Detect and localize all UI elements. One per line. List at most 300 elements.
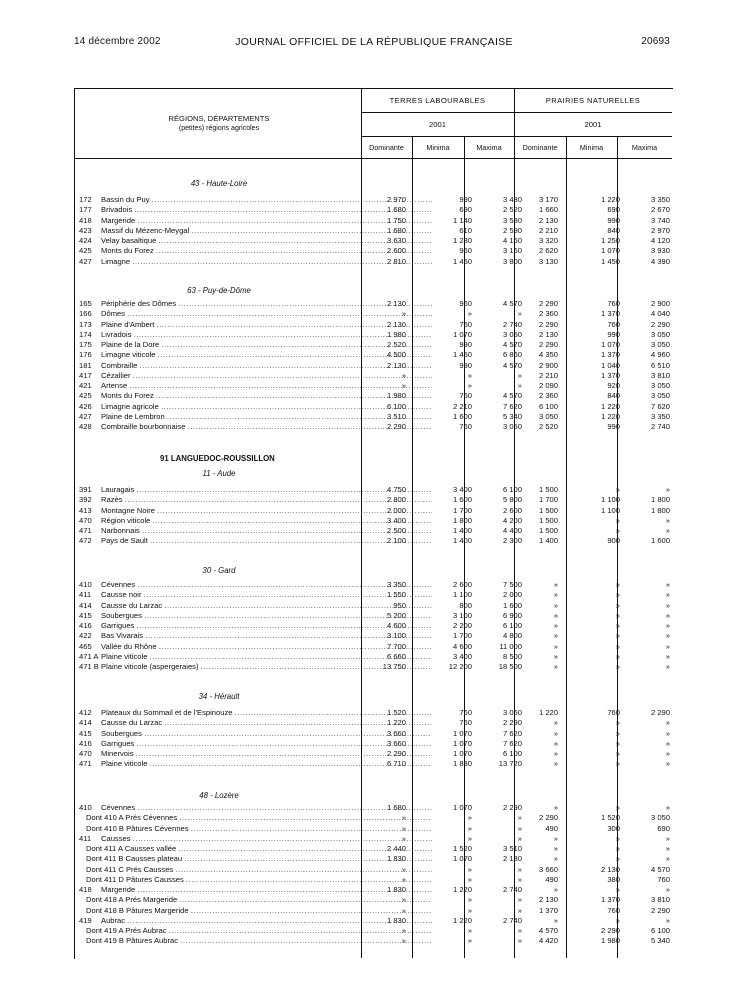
value-cell: 1 220 <box>600 401 620 411</box>
value-cell: » <box>615 610 620 620</box>
value-cell: 1 830 <box>386 915 406 925</box>
value-cell: 1 450 <box>452 256 472 266</box>
region-name: Région viticole ..... <box>101 516 432 526</box>
value-cell: 1 070 <box>452 329 472 339</box>
region-name: Plaine viticole ..... <box>101 759 432 769</box>
table-row <box>74 803 672 813</box>
value-cell: » <box>467 370 472 380</box>
region-name: Plaine viticole (aspergeraies) ..... <box>101 662 432 672</box>
region-name: Monts du Forez ..... <box>101 391 432 401</box>
region-name: Brivadois ..... <box>101 205 432 215</box>
value-cell: » <box>401 309 406 319</box>
value-cell: » <box>615 759 620 769</box>
table-row <box>74 412 672 422</box>
region-name: Causses ..... <box>101 834 432 844</box>
value-cell: » <box>615 844 620 853</box>
value-cell: 1 140 <box>452 215 472 225</box>
value-cell: 7 620 <box>502 738 522 748</box>
region-name: Plaine viticole ..... <box>101 652 432 662</box>
region-name: Dômes ..... <box>101 309 432 319</box>
region-code: 470 <box>79 515 92 525</box>
table-row <box>74 813 672 823</box>
value-cell: » <box>553 718 558 728</box>
value-cell: 6 100 <box>386 401 406 411</box>
table-row <box>74 844 672 854</box>
value-cell: 1 220 <box>600 411 620 421</box>
value-cell: 4 960 <box>650 350 670 360</box>
value-cell: 2 090 <box>538 381 558 390</box>
value-cell: 1 100 <box>600 505 620 515</box>
value-cell: 2 290 <box>600 926 620 935</box>
table-row <box>74 916 672 926</box>
table-row <box>74 590 672 600</box>
table-row <box>74 739 672 749</box>
value-cell: 1 220 <box>452 915 472 925</box>
region-name: Pays de Sault ..... <box>101 536 432 546</box>
value-cell: 4 570 <box>502 299 522 308</box>
table-row <box>74 422 672 432</box>
region-name: Plaine de la Dore ..... <box>101 340 432 350</box>
value-cell: 12 200 <box>448 662 472 671</box>
value-cell: 8 500 <box>502 651 522 661</box>
value-cell: 1 520 <box>600 813 620 823</box>
value-cell: 1 100 <box>452 590 472 600</box>
region-code: 416 <box>79 738 92 748</box>
region-code: 427 <box>79 411 92 421</box>
region-code: 411 <box>79 590 92 600</box>
value-cell: » <box>401 370 406 380</box>
region-name: Garrigues ..... <box>101 739 432 749</box>
value-cell: 3 810 <box>650 895 670 905</box>
value-cell: 3 930 <box>650 246 670 256</box>
value-cell: 6 510 <box>650 360 670 370</box>
table-row <box>74 885 672 895</box>
value-cell: 960 <box>459 246 472 256</box>
region-code: 415 <box>79 728 92 738</box>
table-row <box>74 718 672 728</box>
year-terres: 2001 <box>429 120 446 129</box>
value-cell: 2 210 <box>538 370 558 380</box>
value-cell: » <box>517 905 522 915</box>
value-cell: 3 050 <box>650 813 670 823</box>
value-cell: 4 390 <box>650 256 670 266</box>
value-cell: 960 <box>459 299 472 308</box>
value-cell: » <box>665 854 670 864</box>
row-header-line: RÉGIONS, DÉPARTEMENTS <box>168 114 270 123</box>
value-cell: » <box>553 610 558 620</box>
value-cell: 760 <box>459 319 472 329</box>
department-heading: 43 - Haute-Loire <box>190 179 248 188</box>
table-row <box>74 611 672 621</box>
value-cell: 950 <box>393 600 406 610</box>
value-cell: 3 100 <box>386 631 406 641</box>
region-code: 414 <box>79 600 92 610</box>
value-cell: » <box>553 651 558 661</box>
value-cell: 13 750 <box>382 662 406 671</box>
region-name: Limagne viticole ..... <box>101 350 432 360</box>
region-code: 465 <box>79 641 92 651</box>
value-cell: » <box>665 485 670 494</box>
value-cell: 1 830 <box>452 759 472 769</box>
value-cell: » <box>665 662 670 671</box>
value-cell: 3 100 <box>452 610 472 620</box>
region-code: 414 <box>79 718 92 728</box>
table-row <box>74 226 672 236</box>
value-cell: » <box>665 641 670 651</box>
col-header-dominante: Dominante <box>369 143 404 152</box>
value-cell: 1 500 <box>538 485 558 494</box>
region-code: 418 <box>79 885 92 894</box>
value-cell: » <box>615 621 620 630</box>
value-cell: 840 <box>607 225 620 235</box>
table-row <box>74 216 672 226</box>
value-cell: 1 800 <box>650 495 670 505</box>
value-cell: » <box>615 803 620 812</box>
value-cell: » <box>615 631 620 641</box>
value-cell: 3 400 <box>452 651 472 661</box>
department-heading: 30 - Gard <box>202 566 236 575</box>
region-code: 410 <box>79 803 92 812</box>
region-name: Montagne Noire ..... <box>101 506 432 516</box>
value-cell: 3 400 <box>386 515 406 525</box>
value-cell: 5 340 <box>502 411 522 421</box>
value-cell: 760 <box>607 905 620 915</box>
table-row <box>74 895 672 905</box>
region-code: 470 <box>79 749 92 758</box>
value-cell: 760 <box>459 718 472 728</box>
value-cell: 3 160 <box>502 246 522 256</box>
region-name: Cézallier ..... <box>101 371 432 381</box>
value-cell: 2 810 <box>386 256 406 266</box>
table-row <box>74 936 672 946</box>
table-row <box>74 299 672 309</box>
value-cell: 3 050 <box>538 411 558 421</box>
value-cell: 1 800 <box>452 515 472 525</box>
value-cell: » <box>553 749 558 758</box>
region-name: Causse du Larzac ..... <box>101 601 432 611</box>
value-cell: » <box>615 641 620 651</box>
value-cell: 1 220 <box>538 708 558 717</box>
value-cell: » <box>665 885 670 894</box>
region-code: 417 <box>79 370 92 380</box>
table-row <box>74 320 672 330</box>
value-cell: » <box>517 874 522 884</box>
value-cell: 1 400 <box>538 536 558 546</box>
table-row <box>74 536 672 546</box>
value-cell: » <box>517 381 522 390</box>
region-code: 423 <box>79 225 92 235</box>
value-cell: 920 <box>607 381 620 390</box>
value-cell: » <box>467 813 472 823</box>
value-cell: 2 130 <box>538 329 558 339</box>
value-cell: 2 290 <box>386 422 406 431</box>
region-name: Bas Vivarais ..... <box>101 631 432 641</box>
department-heading: 63 - Puy-de-Dôme <box>187 286 251 295</box>
value-cell: 2 360 <box>538 391 558 401</box>
value-cell: 990 <box>607 329 620 339</box>
value-cell: 1 750 <box>386 215 406 225</box>
table-row <box>74 526 672 536</box>
value-cell: » <box>553 738 558 748</box>
value-cell: » <box>401 823 406 833</box>
value-cell: » <box>553 662 558 671</box>
value-cell: 1 980 <box>600 936 620 946</box>
value-cell: » <box>517 370 522 380</box>
value-cell: 900 <box>607 536 620 546</box>
value-cell: » <box>553 803 558 812</box>
value-cell: » <box>615 854 620 864</box>
value-cell: » <box>665 749 670 758</box>
value-cell: » <box>615 718 620 728</box>
value-cell: » <box>665 580 670 589</box>
value-cell: 4 570 <box>502 360 522 370</box>
value-cell: » <box>615 651 620 661</box>
value-cell: 2 290 <box>650 905 670 915</box>
value-cell: » <box>401 936 406 946</box>
region-name: Narbonnais ..... <box>101 526 432 536</box>
value-cell: 4 160 <box>502 236 522 245</box>
region-name: Artense ..... <box>101 381 432 391</box>
region-name: Soubergues ..... <box>101 611 432 621</box>
region-code: 415 <box>79 610 92 620</box>
value-cell: » <box>615 515 620 525</box>
value-cell: » <box>467 905 472 915</box>
value-cell: 7 620 <box>502 728 522 738</box>
region-name: Dont 418 B Pâtures Margeride ..... <box>86 906 432 916</box>
region-name: Garrigues ..... <box>101 621 432 631</box>
value-cell: 7 500 <box>502 580 522 589</box>
region-name: Combraille bourbonnaise ..... <box>101 422 432 432</box>
value-cell: » <box>665 651 670 661</box>
value-cell: 1 400 <box>452 536 472 546</box>
region-name: Aubrac ..... <box>101 916 432 926</box>
value-cell: » <box>553 641 558 651</box>
value-cell: 4 200 <box>502 515 522 525</box>
value-cell: 3 430 <box>502 195 522 204</box>
value-cell: 3 660 <box>386 728 406 738</box>
department-heading: 34 - Hérault <box>198 692 240 701</box>
value-cell: 6 100 <box>502 485 522 494</box>
value-cell: 1 830 <box>386 885 406 894</box>
value-cell: 2 290 <box>538 813 558 823</box>
table-row <box>74 350 672 360</box>
value-cell: » <box>467 381 472 390</box>
table-row <box>74 834 672 844</box>
region-name: Cévennes ..... <box>101 580 432 590</box>
table-row <box>74 652 672 662</box>
table-row <box>74 642 672 652</box>
value-cell: 2 290 <box>502 803 522 812</box>
table-row <box>74 516 672 526</box>
value-cell: 7 620 <box>502 401 522 411</box>
region-code: 391 <box>79 485 92 494</box>
region-code: 426 <box>79 401 92 411</box>
table-row <box>74 195 672 205</box>
value-cell: » <box>401 833 406 843</box>
col-header-minima: Minima <box>426 143 450 152</box>
table-row <box>74 854 672 864</box>
value-cell: 990 <box>459 195 472 204</box>
value-cell: 4 570 <box>502 391 522 401</box>
value-cell: » <box>615 590 620 600</box>
value-cell: » <box>665 915 670 925</box>
region-code: 174 <box>79 329 92 339</box>
department-heading: 48 - Lozère <box>199 791 239 800</box>
value-cell: 4 350 <box>538 350 558 360</box>
value-cell: 2 290 <box>650 708 670 717</box>
region-name: Massif du Mézenc-Meygal ..... <box>101 226 432 236</box>
value-cell: 18 500 <box>498 662 522 671</box>
region-name: Limagne agricole ..... <box>101 402 432 412</box>
value-cell: » <box>517 864 522 874</box>
value-cell: 1 400 <box>452 526 472 535</box>
table-row <box>74 506 672 516</box>
col-header-maxima: Maxima <box>631 143 658 152</box>
value-cell: 5 200 <box>386 610 406 620</box>
value-cell: 2 590 <box>502 225 522 235</box>
value-cell: 380 <box>607 874 620 884</box>
value-cell: 1 370 <box>600 895 620 905</box>
value-cell: 1 070 <box>452 749 472 758</box>
value-cell: 1 600 <box>452 495 472 505</box>
value-cell: » <box>665 759 670 769</box>
rule-horizontal <box>74 158 672 159</box>
value-cell: » <box>401 926 406 935</box>
value-cell: » <box>553 759 558 769</box>
region-code: 419 <box>79 915 92 925</box>
value-cell: 2 360 <box>538 309 558 319</box>
region-code: 471 <box>79 759 92 769</box>
value-cell: » <box>467 895 472 905</box>
table-row <box>74 865 672 875</box>
value-cell: » <box>665 728 670 738</box>
value-cell: 4 570 <box>502 340 522 349</box>
value-cell: 2 290 <box>538 299 558 308</box>
value-cell: » <box>615 600 620 610</box>
value-cell: 1 280 <box>452 236 472 245</box>
value-cell: 3 050 <box>650 340 670 349</box>
region-code: 392 <box>79 495 92 505</box>
value-cell: » <box>467 309 472 319</box>
region-name: Monts du Forez ..... <box>101 246 432 256</box>
region-name: Dont 410 B Pâtures Cévennes ..... <box>86 824 432 834</box>
value-cell: 2 620 <box>538 246 558 256</box>
value-cell: » <box>517 936 522 946</box>
region-name: Cévennes ..... <box>101 803 432 813</box>
value-cell: 1 370 <box>600 370 620 380</box>
region-code: 173 <box>79 319 92 329</box>
region-code: 410 <box>79 580 92 589</box>
region-code: 471 <box>79 526 92 535</box>
region-code: 177 <box>79 205 92 215</box>
value-cell: 1 220 <box>386 718 406 728</box>
value-cell: » <box>665 590 670 600</box>
value-cell: 1 980 <box>386 329 406 339</box>
value-cell: » <box>553 631 558 641</box>
value-cell: 1 600 <box>452 411 472 421</box>
region-name: Dont 411 B Causses plateau ..... <box>86 854 432 864</box>
value-cell: 1 220 <box>600 195 620 204</box>
value-cell: 760 <box>657 874 670 884</box>
value-cell: » <box>615 738 620 748</box>
value-cell: » <box>665 526 670 535</box>
value-cell: » <box>517 895 522 905</box>
value-cell: 1 680 <box>386 803 406 812</box>
value-cell: » <box>665 621 670 630</box>
value-cell: 1 500 <box>538 515 558 525</box>
value-cell: 6 100 <box>502 621 522 630</box>
value-cell: 1 070 <box>600 246 620 256</box>
value-cell: 840 <box>607 391 620 401</box>
table-row <box>74 749 672 759</box>
value-cell: 6 710 <box>386 759 406 769</box>
region-name: Minervois ..... <box>101 749 432 759</box>
value-cell: 3 050 <box>650 381 670 390</box>
table-row <box>74 495 672 505</box>
value-cell: 2 290 <box>502 718 522 728</box>
region-code: 422 <box>79 631 92 641</box>
value-cell: » <box>401 864 406 874</box>
table-row <box>74 662 672 672</box>
value-cell: 2 600 <box>386 246 406 256</box>
region-code: 425 <box>79 246 92 256</box>
region-name: Dont 410 A Prés Cévennes ..... <box>86 813 432 823</box>
value-cell: 1 600 <box>650 536 670 546</box>
department-heading: 11 - Aude <box>202 469 236 478</box>
region-code: 181 <box>79 360 92 370</box>
value-cell: » <box>467 823 472 833</box>
region-code: 421 <box>79 381 92 390</box>
value-cell: 2 130 <box>538 215 558 225</box>
region-name: Périphérie des Dômes ..... <box>101 299 432 309</box>
value-cell: 4 600 <box>386 621 406 630</box>
value-cell: » <box>615 885 620 894</box>
value-cell: 1 370 <box>600 309 620 319</box>
row-header-subline: (petites) régions agricoles <box>178 125 260 132</box>
value-cell: 2 130 <box>600 864 620 874</box>
value-cell: 2 520 <box>538 422 558 431</box>
value-cell: 3 580 <box>502 215 522 225</box>
table-row <box>74 729 672 739</box>
region-name: Livradois ..... <box>101 330 432 340</box>
value-cell: » <box>553 580 558 589</box>
value-cell: 760 <box>459 422 472 431</box>
value-cell: 2 900 <box>538 360 558 370</box>
value-cell: 690 <box>459 205 472 215</box>
rule-horizontal <box>361 112 672 113</box>
region-code: 427 <box>79 256 92 266</box>
value-cell: 4 600 <box>452 641 472 651</box>
value-cell: 2 130 <box>502 854 522 864</box>
value-cell: » <box>553 600 558 610</box>
journal-title: JOURNAL OFFICIEL DE LA RÉPUBLIQUE FRANÇAISE <box>235 36 513 48</box>
group-header-terres: TERRES LABOURABLES <box>389 96 486 105</box>
value-cell: 1 070 <box>600 340 620 349</box>
value-cell: 3 170 <box>538 195 558 204</box>
value-cell: » <box>615 580 620 589</box>
value-cell: 4 500 <box>386 350 406 360</box>
value-cell: 4 800 <box>502 631 522 641</box>
value-cell: 2 210 <box>452 401 472 411</box>
value-cell: » <box>401 813 406 823</box>
value-cell: 1 800 <box>650 505 670 515</box>
region-name: Dont 418 A Prés Margeride ..... <box>86 895 432 905</box>
value-cell: » <box>401 895 406 905</box>
value-cell: 760 <box>607 299 620 308</box>
table-row <box>74 824 672 834</box>
table-row <box>74 580 672 590</box>
value-cell: 2 290 <box>386 749 406 758</box>
